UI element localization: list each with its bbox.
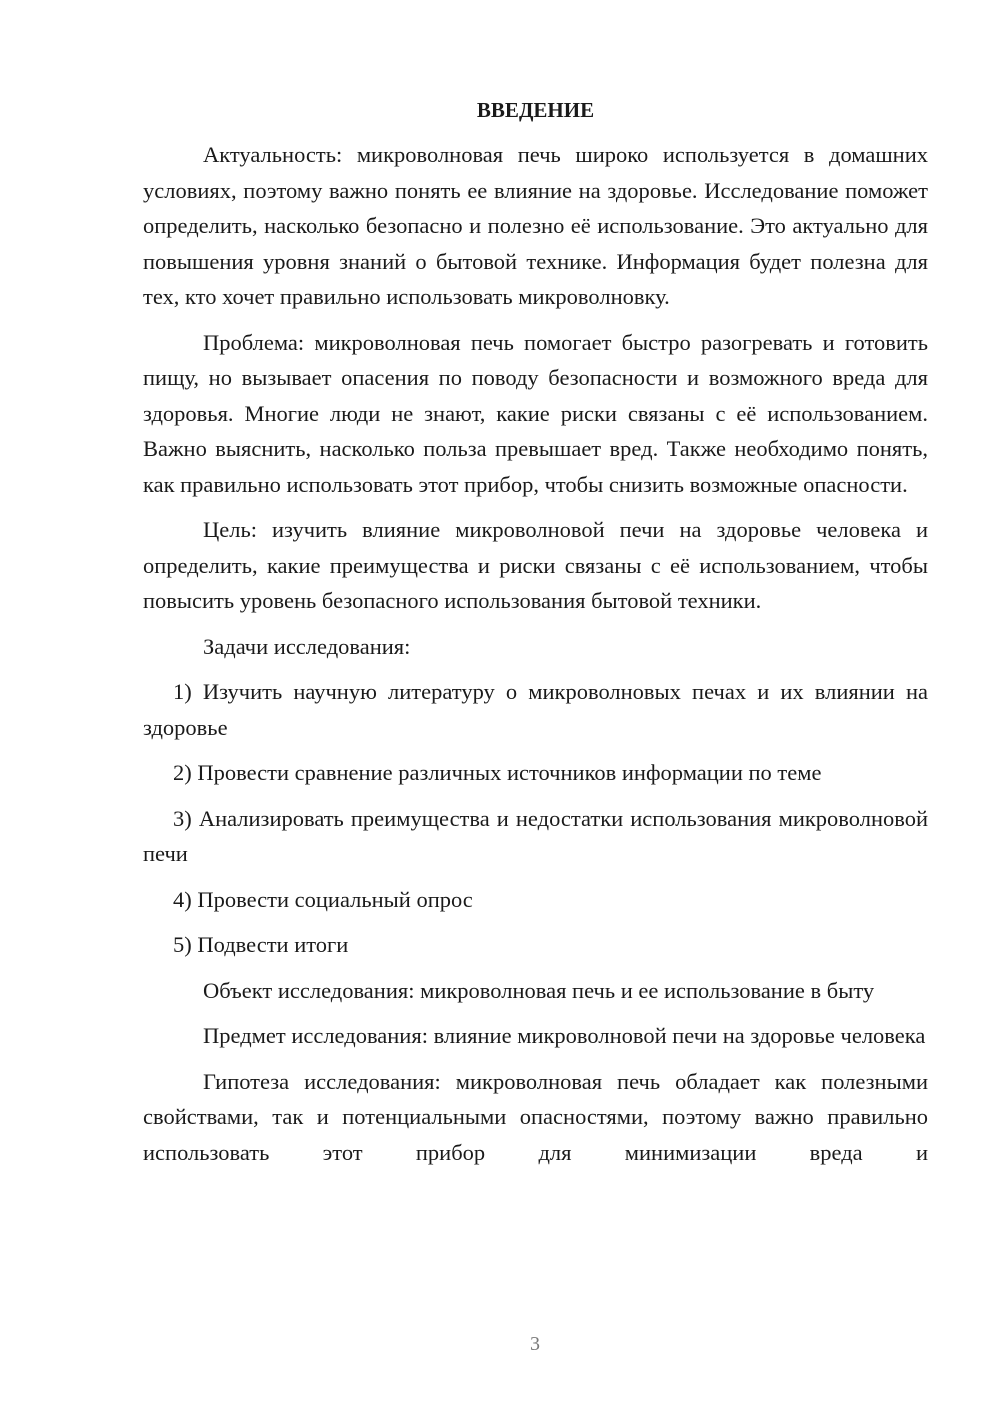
task-item-1: 1) Изучить научную литературу о микроволновых печах и их влиянии на здоровье [143,679,928,740]
section-title: ВВЕДЕНИЕ [476,98,595,122]
relevance-paragraph: Актуальность: микроволновая печь широко используется в домашних условиях, поэтому важно понять ее влияние на здоровье. Исследование поможет определить, насколько безопасно и полезно её использование. Это актуально для повышения уровня знаний о бытовой технике. Информация будет полезна для тех, кто хочет правильно использовать микроволновку. [143,142,928,309]
page-content [143,93,928,1180]
object-paragraph: Объект исследования: микроволновая печь и ее использование в быту [203,977,875,1003]
page-number: 3 [530,1333,540,1355]
task-item-3: 3) Анализировать преимущества и недостатки использования микроволновой печи [143,805,928,866]
task-item-4: 4) Провести социальный опрос [173,886,473,912]
task-item-5: 5) Подвести итоги [173,932,349,957]
tasks-heading: Задачи исследования: [203,633,411,659]
problem-paragraph: Проблема: микроволновая печь помогает быстро разогревать и готовить пищу, но вызывает опасения по поводу безопасности и возможного вреда для здоровья. Многие люди не знают, какие риски связаны с её использованием. Важно выяснить, насколько польза превышает вред. Также необходимо понять, как правильно использовать этот прибор, чтобы снизить возможные опасности. [143,329,928,497]
hypothesis-paragraph: Гипотеза исследования: микроволновая печь обладает как полезными свойствами, так и потенциальными опасностями, поэтому важно правильно использовать этот прибор для минимизации вреда и [143,1068,928,1165]
subject-paragraph: Предмет исследования: влияние микроволновой печи на здоровье человека [203,1023,926,1048]
task-item-2: 2) Провести сравнение различных источников информации по теме [173,760,822,785]
goal-paragraph: Цель: изучить влияние микроволновой печи на здоровье человека и определить, какие преимущества и риски связаны с её использованием, чтобы повысить уровень безопасного использования бытовой техники. [143,517,928,613]
